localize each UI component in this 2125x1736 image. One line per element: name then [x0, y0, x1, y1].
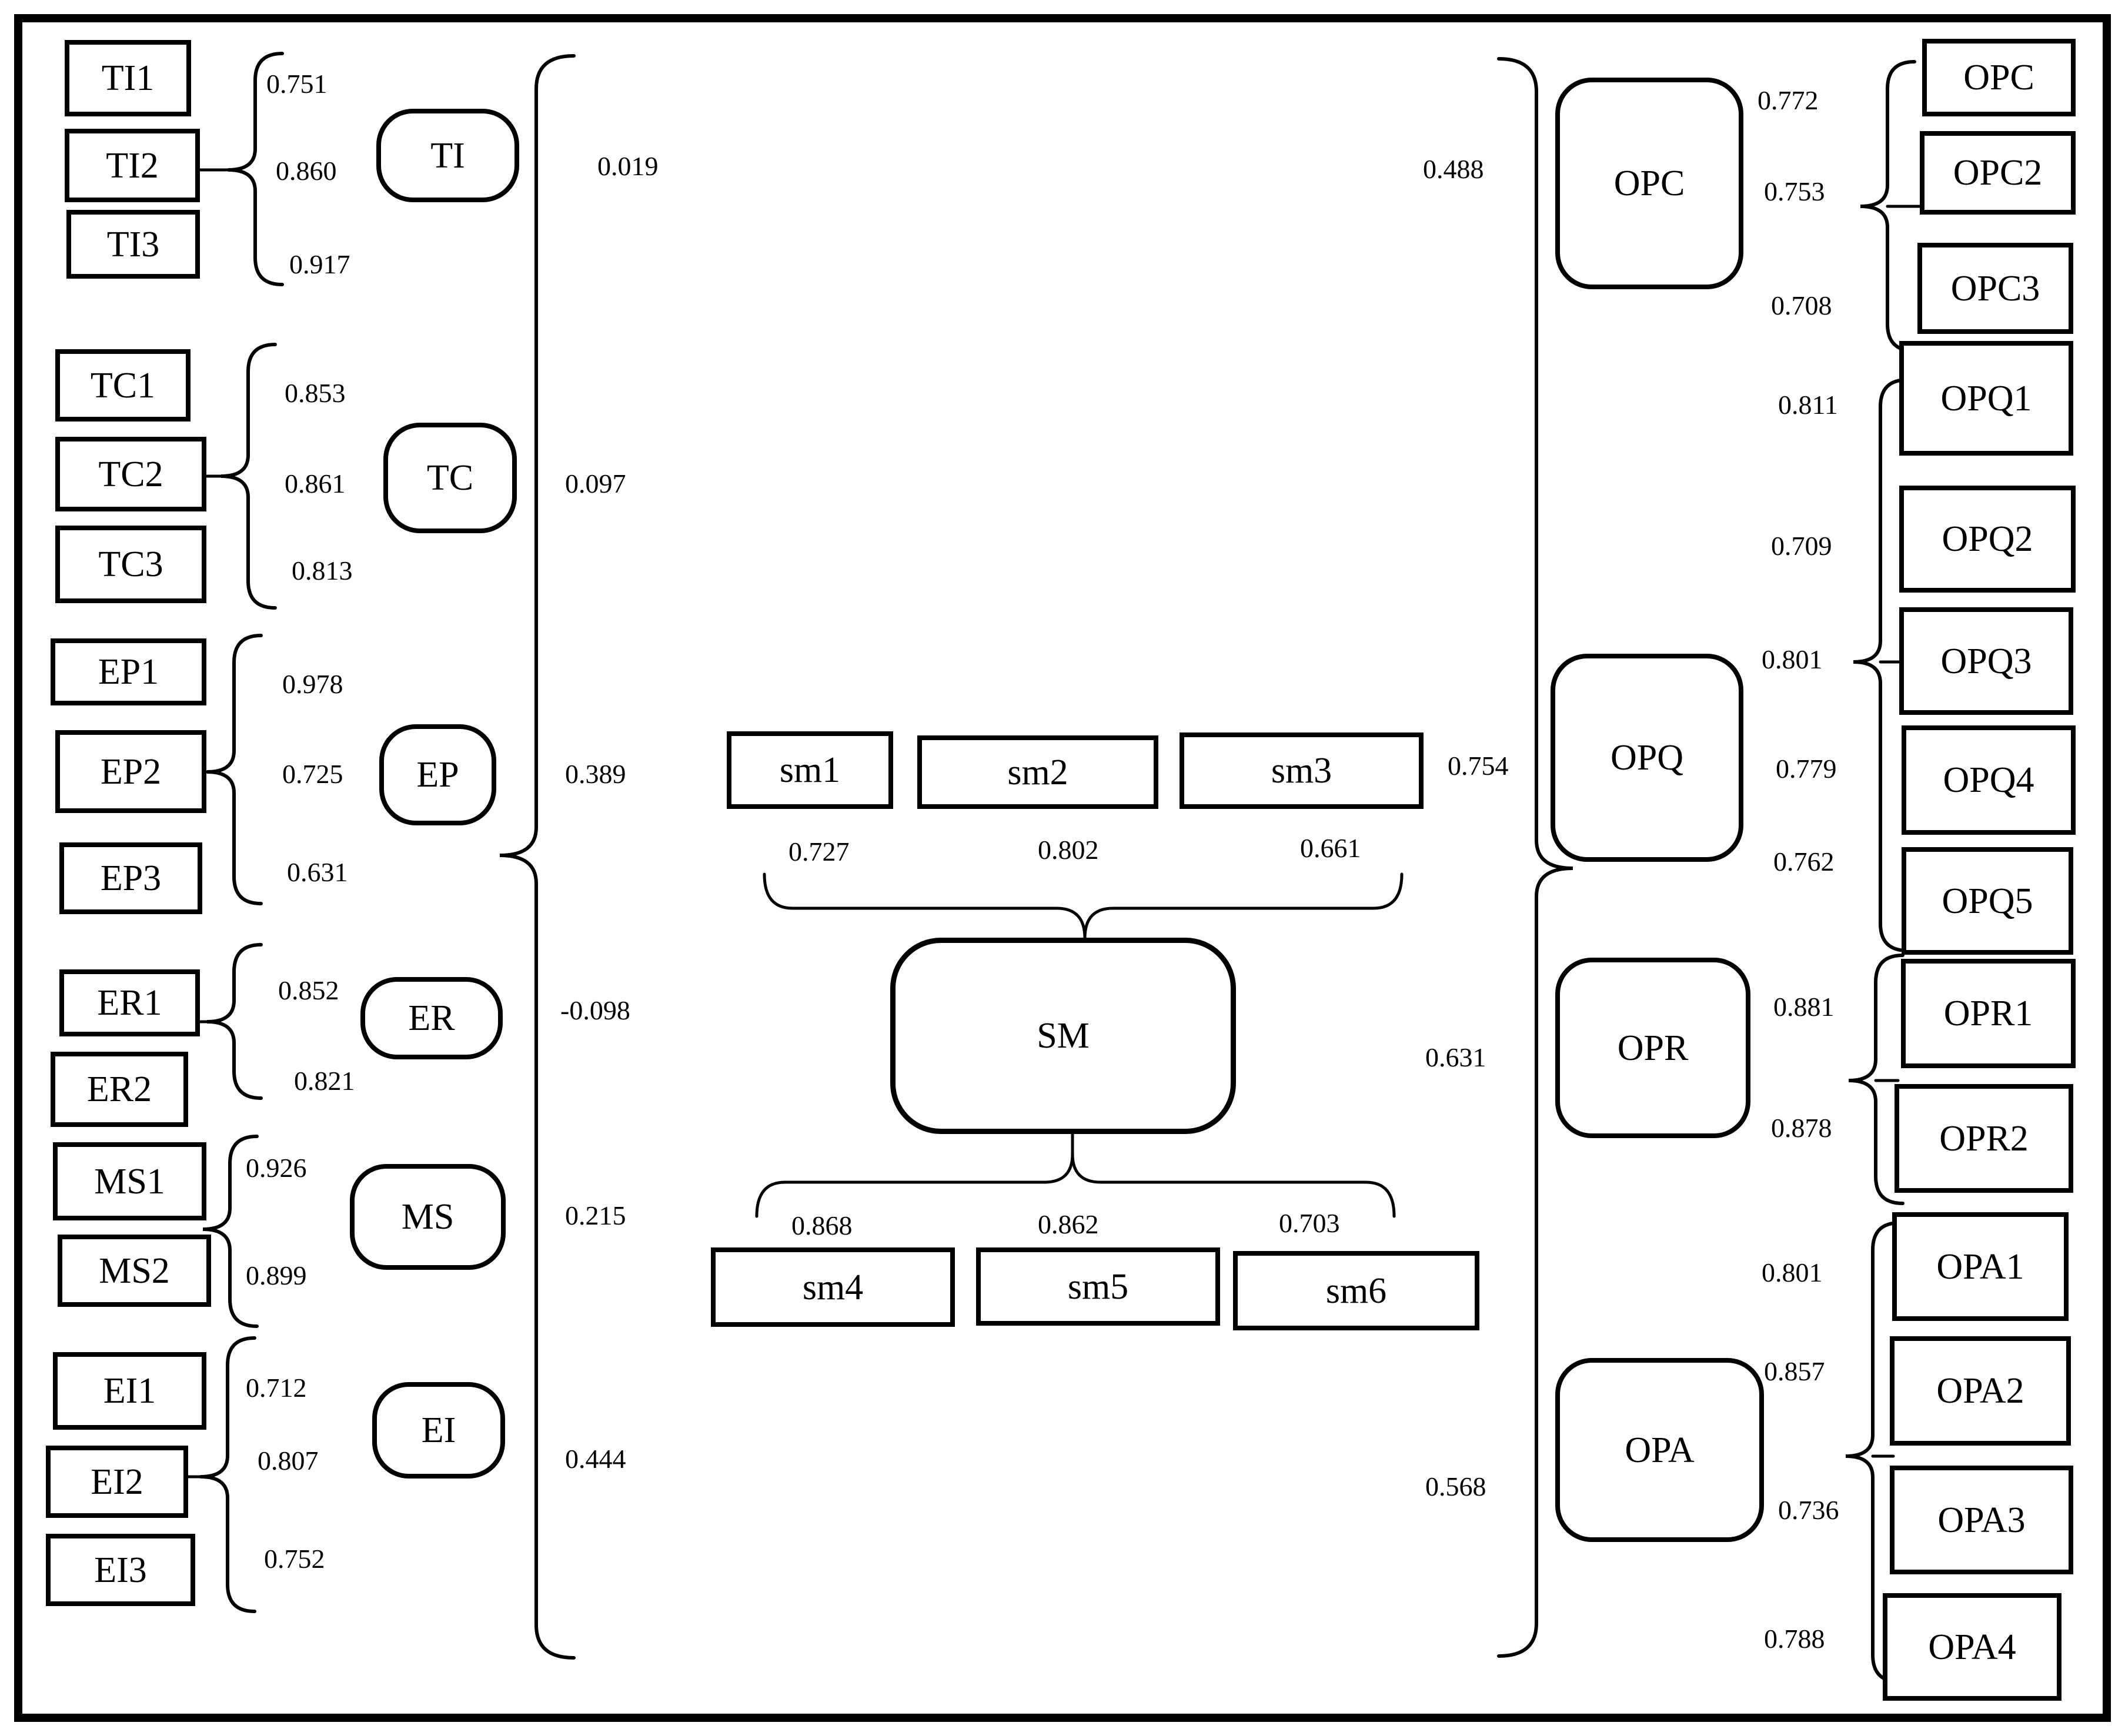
indicator-box-er1: ER1: [59, 969, 200, 1036]
indicator-box-opa1: OPA1: [1892, 1212, 2069, 1321]
path-coefficient-sm-opc: 0.488: [1423, 154, 1484, 184]
loading-tc1: 0.853: [285, 378, 346, 408]
latent-tc: TC: [383, 423, 517, 533]
brace-tc-indicators: [221, 344, 275, 608]
indicator-box-sm3: sm3: [1180, 732, 1424, 809]
indicator-box-opr2: OPR2: [1895, 1084, 2073, 1193]
indicator-box-tc2: TC2: [55, 437, 206, 511]
indicator-box-ti1: TI1: [65, 40, 191, 116]
brace-ep-indicators: [207, 635, 261, 904]
indicator-box-opr1: OPR1: [1901, 959, 2076, 1068]
loading-opa3: 0.736: [1778, 1495, 1839, 1525]
loading-sm6: 0.703: [1279, 1208, 1340, 1238]
loading-opq4: 0.779: [1776, 754, 1837, 784]
path-coefficient-ep-sm: 0.389: [565, 759, 626, 789]
loading-er2: 0.821: [294, 1066, 355, 1096]
loading-ms2: 0.899: [246, 1260, 307, 1290]
loading-opc1: 0.772: [1758, 85, 1819, 115]
latent-sm: SM: [890, 938, 1236, 1134]
loading-ti3: 0.917: [289, 249, 350, 279]
loading-ep1: 0.978: [282, 669, 343, 699]
indicator-box-ti2: TI2: [65, 129, 200, 202]
loading-opc3: 0.708: [1771, 290, 1832, 320]
loading-ti1: 0.751: [266, 69, 328, 99]
loading-tc2: 0.861: [285, 469, 346, 499]
loading-sm1: 0.727: [788, 837, 850, 867]
latent-opa: OPA: [1555, 1358, 1764, 1542]
loading-opr2: 0.878: [1771, 1113, 1832, 1143]
indicator-box-sm1: sm1: [727, 731, 893, 809]
latent-opq: OPQ: [1551, 654, 1743, 862]
loading-opq1: 0.811: [1778, 390, 1838, 420]
brace-sm-top-indicators: [764, 874, 1402, 938]
latent-ti: TI: [376, 109, 519, 202]
loading-opa4: 0.788: [1764, 1624, 1825, 1654]
loading-sm3: 0.661: [1300, 833, 1361, 863]
path-coefficient-sm-opr: 0.631: [1425, 1042, 1486, 1072]
indicator-box-ep3: EP3: [59, 842, 202, 914]
loading-ei2: 0.807: [258, 1446, 319, 1476]
loading-opq2: 0.709: [1771, 531, 1832, 561]
latent-er: ER: [360, 977, 503, 1059]
loading-opa1: 0.801: [1762, 1257, 1823, 1287]
path-coefficient-tc-sm: 0.097: [565, 469, 626, 499]
indicator-box-opq1: OPQ1: [1899, 341, 2073, 456]
big-brace-left: [500, 56, 574, 1658]
loading-ei1: 0.712: [246, 1373, 307, 1403]
indicator-box-sm5: sm5: [976, 1247, 1220, 1326]
indicator-box-opq5: OPQ5: [1902, 847, 2073, 955]
path-coefficient-sm-opq: 0.754: [1448, 751, 1509, 781]
indicator-box-opq3: OPQ3: [1899, 607, 2073, 715]
indicator-box-ms1: MS1: [53, 1142, 206, 1220]
loading-ti2: 0.860: [276, 156, 337, 186]
loading-ep3: 0.631: [287, 857, 348, 887]
loading-ep2: 0.725: [282, 759, 343, 789]
loading-opq5: 0.762: [1773, 847, 1835, 877]
indicator-box-ms2: MS2: [58, 1235, 211, 1307]
path-coefficient-ms-sm: 0.215: [565, 1200, 626, 1230]
path-coefficient-er-sm: -0.098: [560, 995, 630, 1025]
loading-ms1: 0.926: [246, 1153, 307, 1183]
loading-sm2: 0.802: [1038, 835, 1099, 865]
loading-ei3: 0.752: [264, 1544, 325, 1574]
loading-sm4: 0.868: [791, 1210, 853, 1240]
loading-opq3: 0.801: [1762, 644, 1823, 674]
latent-ms: MS: [350, 1164, 506, 1270]
indicator-box-opq2: OPQ2: [1899, 486, 2076, 593]
indicator-box-ei2: EI2: [46, 1446, 188, 1518]
indicator-box-sm2: sm2: [917, 735, 1158, 809]
loading-opr1: 0.881: [1773, 992, 1835, 1022]
indicator-box-opc3: OPC3: [1917, 243, 2073, 334]
latent-opr: OPR: [1555, 958, 1750, 1138]
indicator-box-opa3: OPA3: [1890, 1466, 2073, 1574]
indicator-box-tc3: TC3: [55, 526, 206, 603]
path-coefficient-ti-sm: 0.019: [597, 151, 659, 181]
latent-opc: OPC: [1555, 78, 1743, 289]
indicator-box-opq4: OPQ4: [1902, 725, 2076, 835]
brace-sm-bottom-indicators: [757, 1154, 1394, 1216]
indicator-box-sm6: sm6: [1233, 1251, 1479, 1330]
indicator-box-ei1: EI1: [53, 1352, 206, 1430]
brace-er-indicators: [207, 945, 261, 1098]
loading-opa2: 0.857: [1764, 1356, 1825, 1386]
indicator-box-ep2: EP2: [55, 730, 206, 813]
path-coefficient-sm-opa: 0.568: [1425, 1471, 1486, 1501]
indicator-box-er2: ER2: [51, 1052, 188, 1127]
indicator-box-opc: OPC: [1922, 39, 2076, 116]
loading-opc2: 0.753: [1764, 176, 1825, 206]
loading-er1: 0.852: [278, 975, 339, 1005]
indicator-box-ep1: EP1: [51, 638, 206, 705]
indicator-box-opa2: OPA2: [1890, 1336, 2071, 1446]
path-coefficient-ei-sm: 0.444: [565, 1444, 626, 1474]
indicator-box-ei3: EI3: [46, 1534, 195, 1606]
loading-sm5: 0.862: [1038, 1209, 1099, 1239]
latent-ei: EI: [372, 1382, 505, 1479]
indicator-box-ti3: TI3: [66, 210, 200, 279]
loading-tc3: 0.813: [292, 556, 353, 586]
indicator-box-opa4: OPA4: [1883, 1593, 2061, 1701]
latent-ep: EP: [379, 724, 496, 825]
indicator-box-opc2: OPC2: [1920, 131, 2076, 215]
indicator-box-tc1: TC1: [55, 349, 191, 422]
indicator-box-sm4: sm4: [711, 1247, 955, 1327]
